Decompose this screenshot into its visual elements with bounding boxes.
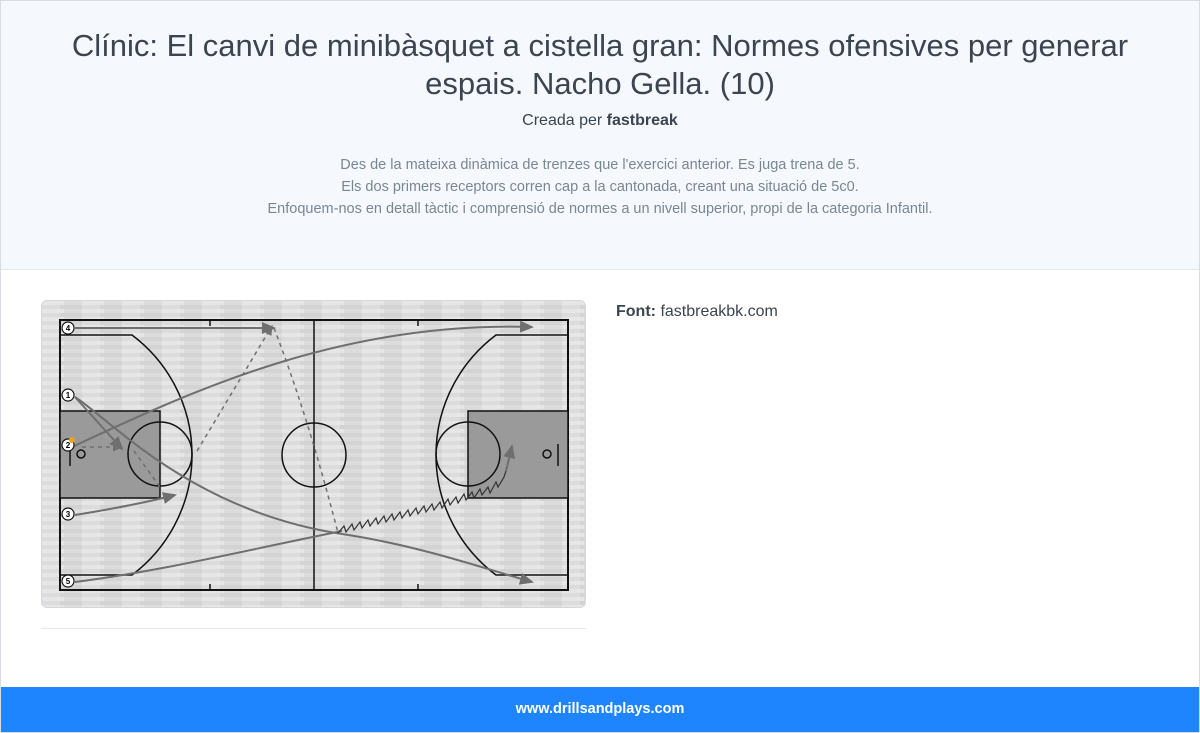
court-svg bbox=[42, 301, 586, 608]
author-line bbox=[1, 112, 1199, 130]
description-line: Des de la mateixa dinàmica de trenzes que l'exercici anterior. Es juga trena de 5. bbox=[340, 157, 860, 173]
description-line: Enfoquem-nos en detall tàctic i comprensió de normes a un nivell superior, propi de la categoria Infantil. bbox=[267, 201, 933, 217]
section-divider bbox=[41, 628, 586, 629]
player-label: 1 bbox=[65, 391, 71, 400]
drill-description bbox=[1, 154, 1199, 220]
site-footer bbox=[1, 687, 1199, 732]
drill-header bbox=[1, 1, 1199, 270]
right-paint bbox=[468, 411, 568, 498]
source-line bbox=[616, 303, 778, 321]
page-title: Clínic: El canvi de minibàsquet a cistella gran: Normes ofensives per generar espais. Nacho Gella. (10) bbox=[71, 28, 1129, 101]
source-value: fastbreakbk.com bbox=[660, 303, 778, 320]
player-label: 3 bbox=[65, 510, 71, 519]
author-prefix: Creada per bbox=[522, 112, 603, 129]
author-name[interactable]: fastbreak bbox=[606, 112, 678, 129]
player-label: 4 bbox=[65, 324, 71, 333]
ball-icon bbox=[69, 437, 75, 443]
player-label: 5 bbox=[65, 577, 71, 586]
player-label: 2 bbox=[65, 441, 71, 450]
description-line: Els dos primers receptors corren cap a la cantonada, creant una situació de 5c0. bbox=[341, 179, 859, 195]
court-diagram bbox=[41, 300, 586, 608]
source-label: Font: bbox=[616, 303, 656, 320]
footer-link[interactable]: www.drillsandplays.com bbox=[515, 701, 685, 717]
